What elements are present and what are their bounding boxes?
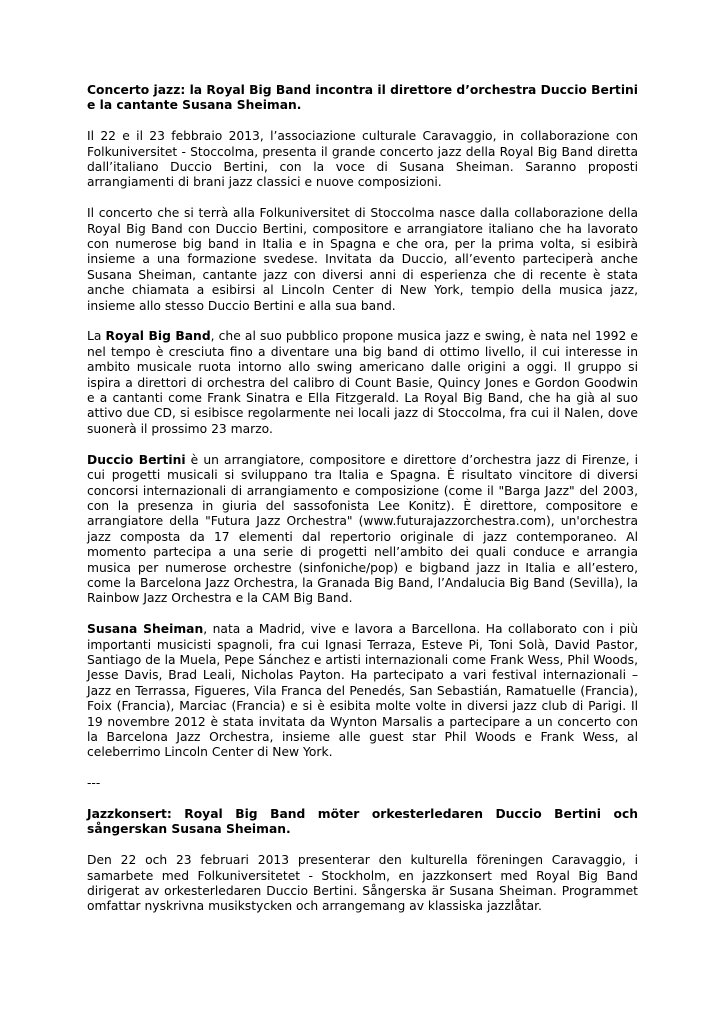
duccio-bertini-name: Duccio Bertini	[87, 452, 186, 467]
p4-text: è un arrangiatore, compositore e direttore d’orchestra jazz di Firenze, i cui progetti musicali si sviluppano tra Italia e Spagna. È risultato vincitore di diversi concorsi internazionali di arrangiamento e composizione (come il "Barga Jazz" del 2003, con la presenza in giuria del sassofonista Lee Konitz). È direttore, compositore e arrangiatore della "Futura Jazz Orchestra" (www.futurajazzorchestra.com), un'orchestra jazz composta da 17 elementi dal repertorio originale di jazz contemporaneo. Al momento partecipa a una serie di progetti nell’ambito dei quali conduce e arrangia musica per numerose orchestre (sinfoniche/pop) e bigband jazz in Italia e all’estero, come la Barcelona Jazz Orchestra, la Granada Big Band, l’Andalucia Big Band (Sevilla), la Rainbow Jazz Orchestra e la CAM Big Band.	[87, 452, 639, 606]
royal-big-band-name: Royal Big Band	[105, 329, 211, 344]
italian-paragraph-royal-big-band	[87, 329, 638, 437]
italian-title: Concerto jazz: la Royal Big Band incontra il direttore d’orchestra Duccio Bertini e la cantante Susana Sheiman.	[87, 83, 638, 113]
swedish-title: Jazzkonsert: Royal Big Band möter orkesterledaren Duccio Bertini och sångerskan Susana Sheiman.	[87, 806, 638, 837]
p3-text: , che al suo pubblico propone musica jazz e swing, è nata nel 1992 e nel tempo è cresciuta fino a diventare una big band di ottimo livello, il cui interesse in ambito musicale ruota intorno allo swing americano dalle origini a oggi. Il gruppo si ispira a direttori di orchestra del calibro di Count Basie, Quincy Jones e Gordon Goodwin e a cantanti come Frank Sinatra e Ella Fitzgerald. La Royal Big Band, che ha già al suo attivo due CD, si esibisce regolarmente nei locali jazz di Stoccolma, fra cui il Nalen, dove suonerà il prossimo 23 marzo.	[87, 329, 638, 436]
susana-sheiman-name: Susana Sheiman	[87, 622, 204, 637]
italian-article	[87, 83, 638, 761]
italian-paragraph-intro: Il 22 e il 23 febbraio 2013, l’associazione culturale Caravaggio, in collaborazione con Folkuniversitet - Stoccolma, presenta il grande concerto jazz della Royal Big Band diretta dall’italiano Duccio Bertini, con la voce di Susana Sheiman. Saranno proposti arrangiamenti di brani jazz classici e nuove composizioni.	[87, 129, 638, 190]
italian-paragraph-concert: Il concerto che si terrà alla Folkuniversitet di Stoccolma nasce dalla collaborazione della Royal Big Band con Duccio Bertini, compositore e arrangiatore italiano che ha lavorato con numerose big band in Italia e in Spagna e che ora, per la prima volta, si esibirà insieme a una formazione svedese. Invitata da Duccio, all’evento parteciperà anche Susana Sheiman, cantante jazz con diversi anni di esperienza che di recente è stata anche chiamata a esibirsi al Lincoln Center di New York, tempio della musica jazz, insieme allo stesso Duccio Bertini e alla sua band.	[87, 206, 638, 313]
section-separator: ---	[87, 776, 101, 791]
italian-paragraph-susana-sheiman	[87, 622, 638, 761]
document-page	[87, 83, 638, 930]
p3-lead: La	[87, 329, 106, 344]
p5-text: , nata a Madrid, vive e lavora a Barcellona. Ha collaborato con i più importanti musicisti spagnoli, fra cui Ignasi Terraza, Esteve Pi, Toni Solà, David Pastor, Santiago de la Muela, Pepe Sánchez e artisti internazionali come Frank Wess, Phil Woods, Jesse Davis, Brad Leali, Nicholas Payton. Ha partecipato a vari festival internazionali – Jazz en Terrassa, Figueres, Vila Franca del Penedés, San Sebastián, Ramatuelle (Francia), Foix (Francia), Marciac (Francia) e si è esibita molte volte in diversi jazz club di Parigi. Il 19 novembre 2012 è stata invitata da Wynton Marsalis a partecipare a un concerto con la Barcelona Jazz Orchestra, insieme alle guest star Phil Woods e Frank Wess, al celeberrimo Lincoln Center di New York.	[87, 622, 639, 760]
swedish-article	[87, 807, 638, 915]
swedish-paragraph-intro: Den 22 och 23 februari 2013 presenterar den kulturella föreningen Caravaggio, i samarbete med Folkuniversitetet - Stockholm, en jazzkonsert med Royal Big Band dirigerat av orkesterledaren Duccio Bertini. Sångerska är Susana Sheiman. Programmet omfattar nyskrivna musikstycken och arrangemang av klassiska jazzlåtar.	[87, 853, 638, 914]
italian-paragraph-duccio-bertini	[87, 453, 638, 607]
